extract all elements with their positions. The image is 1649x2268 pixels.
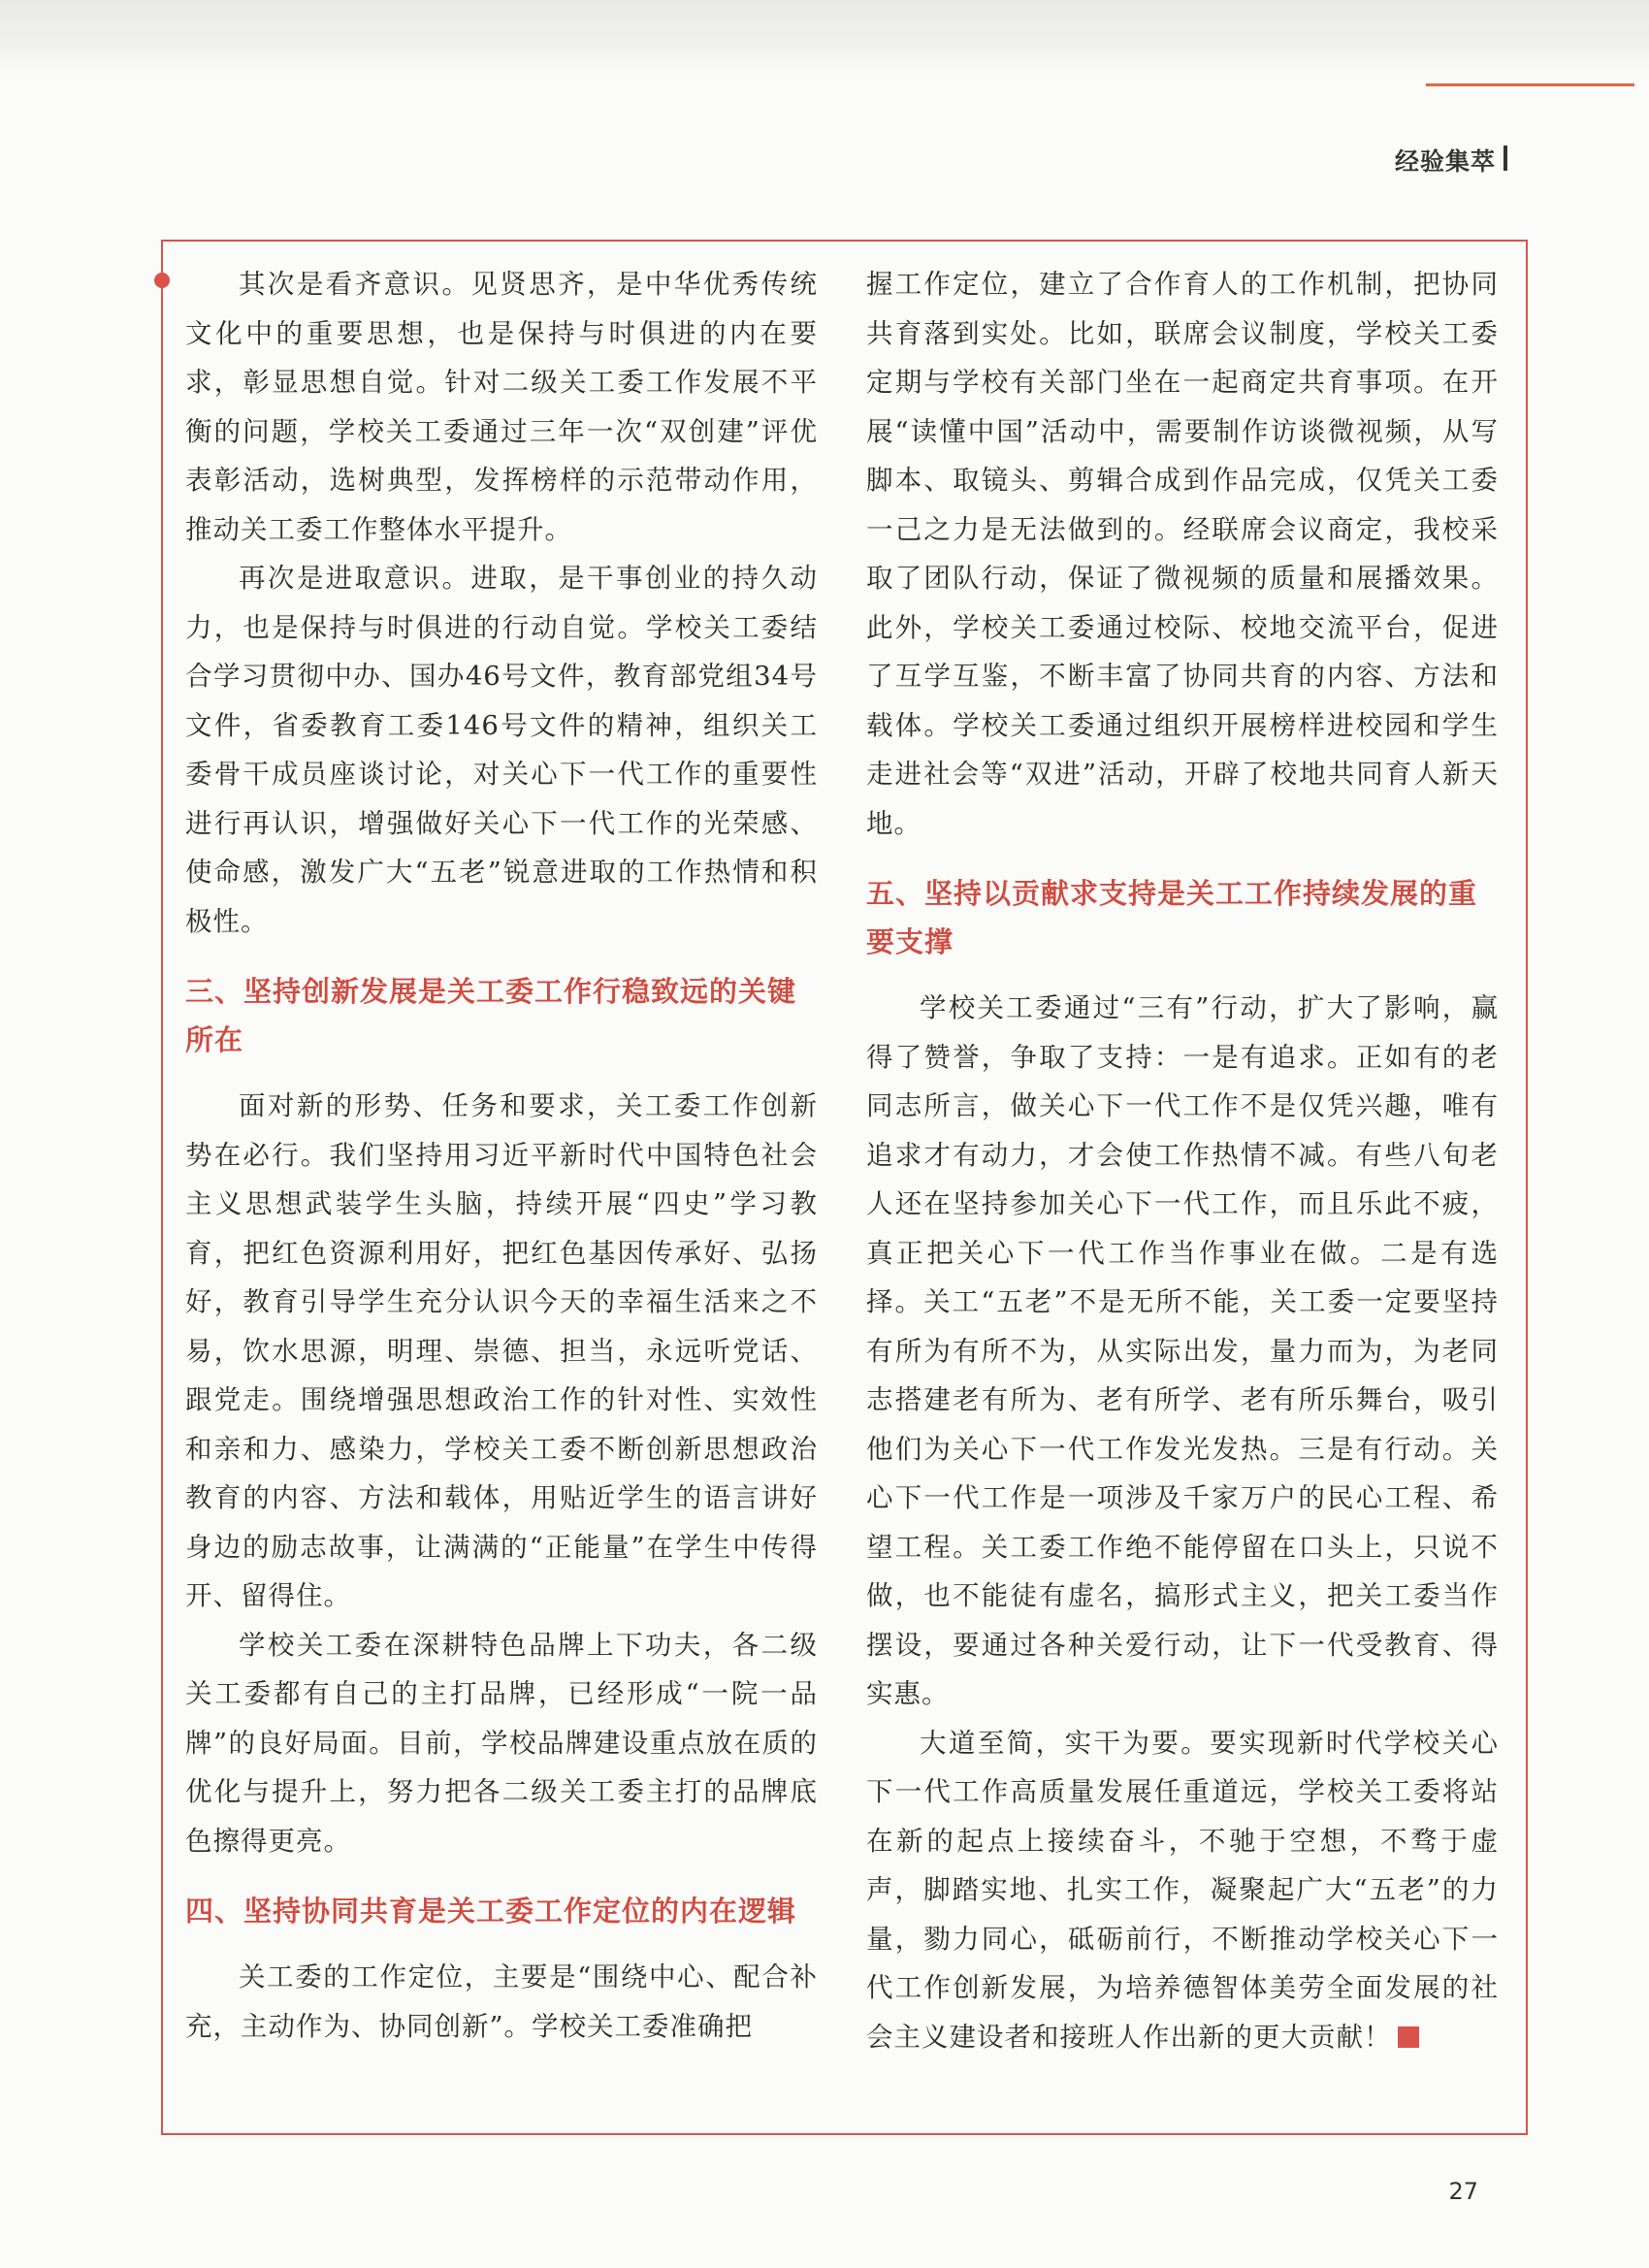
paragraph: 关工委的工作定位，主要是“围绕中心、配合补充，主动作为、协同创新”。学校关工委准确把: [185, 1961, 818, 2042]
final-text: 大道至简，实干为要。要实现新时代学校关心下一代工作高质量发展任重道远，学校关工委将站在新的起点上接续奋斗，不驰于空想，不骛于虚声，脚踏实地、扎实工作，凝聚起广大“五老”的力量，勠力同心，砥砺前行，不断推动学校关心下一代工作创新发展，为培养德智体美劳全面发展的社会主义建设者和接班人作出新的更大贡献！: [866, 1727, 1499, 2053]
section-heading-4: 四、坚持协同共育是关工委工作定位的内在逻辑: [185, 1895, 797, 1928]
end-of-article-mark: [1398, 2026, 1419, 2048]
paragraph-continued: 握工作定位，建立了合作育人的工作机制，把协同共育落到实处。比如，联席会议制度，学校关工委定期与学校有关部门坐在一起商定共育事项。在开展“读懂中国”活动中，需要制作访谈微视频，从写脚本、取镜头、剪辑合成到作品完成，仅凭关工委一己之力是无法做到的。经联席会议商定，我校采取了团队行动，保证了微视频的质量和展播效果。此外，学校关工委通过校际、校地交流平台，促进了互学互鉴，不断丰富了协同共育的内容、方法和载体。学校关工委通过组织开展榜样进校园和学生走进社会等“双进”活动，开辟了校地共同育人新天地。: [866, 269, 1499, 839]
paragraph: 再次是进取意识。进取，是干事创业的持久动力，也是保持与时俱进的行动自觉。学校关工委结合学习贯彻中办、国办46号文件，教育部党组34号文件，省委教育工委146号文件的精神，组织关工委骨干成员座谈讨论，对关心下一代工作的重要性进行再认识，增强做好关心下一代工作的光荣感、使命感，激发广大“五老”锐意进取的工作热情和积极性。: [185, 563, 818, 937]
section-heading-3: 三、坚持创新发展是关工委工作行稳致远的关键所在: [185, 975, 797, 1056]
paragraph: 面对新的形势、任务和要求，关工委工作创新势在必行。我们坚持用习近平新时代中国特色社会主义思想武装学生头脑，持续开展“四史”学习教育，把红色资源利用好，把红色基因传承好、弘扬好，教育引导学生充分认识今天的幸福生活来之不易，饮水思源，明理、崇德、担当，永远听党话、跟党走。围绕增强思想政治工作的针对性、实效性和亲和力、感染力，学校关工委不断创新思想政治教育的内容、方法和载体，用贴近学生的语言讲好身边的励志故事，让满满的“正能量”在学生中传得开、留得住。: [185, 1090, 818, 1611]
section-heading-5: 五、坚持以贡献求支持是关工工作持续发展的重要支撑: [866, 877, 1478, 958]
section-title-bar: [1504, 146, 1507, 171]
left-column: [185, 260, 818, 2051]
frame-corner-dot: [154, 273, 170, 288]
section-title: 经验集萃: [1394, 147, 1496, 176]
paragraph: 其次是看齐意识。见贤思齐，是中华优秀传统文化中的重要思想，也是保持与时俱进的内在要求，彰显思想自觉。针对二级关工委工作发展不平衡的问题，学校关工委通过三年一次“双创建”评优表彰活动，选树典型，发挥榜样的示范带动作用，推动关工委工作整体水平提升。: [185, 269, 818, 545]
paragraph: 学校关工委在深耕特色品牌上下功夫，各二级关工委都有自己的主打品牌，已经形成“一院一品牌”的良好局面。目前，学校品牌建设重点放在质的优化与提升上，努力把各二级关工委主打的品牌底色擦得更亮。: [185, 1629, 818, 1857]
header-accent-rule: [1426, 83, 1634, 86]
page-number: 27: [1448, 2178, 1478, 2205]
scan-top-shadow: [0, 0, 1649, 78]
right-column: [866, 260, 1499, 2061]
paragraph: 学校关工委通过“三有”行动，扩大了影响，赢得了赞誉，争取了支持：一是有追求。正如有的老同志所言，做关心下一代工作不是仅凭兴趣，唯有追求才有动力，才会使工作热情不减。有些八旬老人还在坚持参加关心下一代工作，而且乐此不疲，真正把关心下一代工作当作事业在做。二是有选择。关工“五老”不是无所不能，关工委一定要坚持有所为有所不为，从实际出发，量力而为，为老同志搭建老有所为、老有所学、老有所乐舞台，吸引他们为关心下一代工作发光发热。三是有行动。关心下一代工作是一项涉及千家万户的民心工程、希望工程。关工委工作绝不能停留在口头上，只说不做，也不能徒有虚名，搞形式主义，把关工委当作摆设，要通过各种关爱行动，让下一代受教育、得实惠。: [866, 992, 1499, 1709]
paragraph-final: [866, 1719, 1499, 2062]
